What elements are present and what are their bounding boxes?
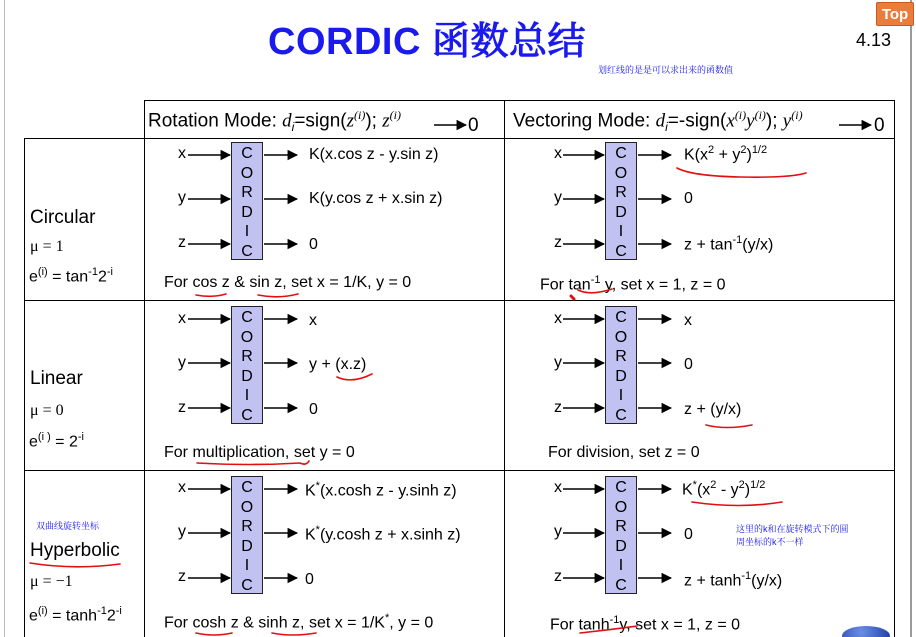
cordic-block: [605, 476, 637, 594]
input-y: y: [554, 354, 562, 371]
mu-linear: μ = 0: [30, 402, 64, 419]
output-z: $z + \tan^{-1}(y/x)$: [684, 234, 774, 254]
underline-cosh: [196, 633, 232, 635]
input-z: z: [178, 234, 186, 251]
input-z: z: [554, 399, 562, 416]
output-y: K*(y.cosh z + x.sinh z): [305, 524, 461, 544]
input-x: x: [178, 145, 186, 162]
underline-hyperbolic: [30, 563, 120, 567]
cordic-letter: I: [244, 223, 250, 240]
underline-cos-z: [196, 294, 226, 296]
output-x: x: [684, 312, 692, 329]
cordic-letter: D: [615, 203, 627, 221]
page-number: 4.13: [856, 30, 892, 50]
underline-sqrt-circular: [677, 168, 806, 177]
e-formula-linear: $e^{(i )} = 2^{-i}$: [29, 431, 84, 451]
input-x: x: [554, 479, 562, 496]
header-rotation-zero: 0: [468, 115, 479, 136]
cordic-letter: R: [241, 348, 253, 365]
output-z: 0: [305, 571, 314, 588]
mu-hyperbolic: μ = −1: [30, 573, 73, 590]
logo-globe-icon: [842, 626, 890, 637]
cordic-letter: O: [240, 498, 254, 516]
cordic-letter: O: [614, 328, 628, 346]
cordic-letter: C: [615, 242, 627, 260]
caption-linear-vectoring: For division, set z = 0: [548, 444, 700, 461]
cordic-letter: I: [244, 387, 250, 404]
e-formula-hyperbolic: $e^{(i)} = \tanh^{-1}2^{-i}$: [29, 605, 122, 625]
cordic-letter: O: [614, 498, 628, 516]
annotation-note-k-difference: 这里的k和在旋转模式下的圆周坐标的k不一样: [736, 524, 849, 547]
cordic-letter: C: [615, 309, 627, 326]
input-y: y: [554, 189, 562, 206]
underline-sinh: [272, 633, 316, 635]
annotation-note-hyperbolic: 双曲线旋转坐标: [36, 521, 100, 531]
input-z: z: [554, 234, 562, 251]
e-formula-circular: $e^{(i)} = \tan^{-1}2^{-i}$: [29, 266, 113, 286]
cordic-letter: C: [615, 479, 627, 496]
cordic-block: [605, 306, 637, 424]
underline-y-over-x: [706, 425, 752, 428]
slide-title: CORDIC 函数总结: [268, 21, 586, 63]
cordic-letter: R: [615, 518, 627, 535]
caption-linear-rotation: For multiplication, set y = 0: [164, 444, 355, 461]
caption-hyperbolic-vectoring: For $\tanh^{-1}y$, set x = 1, z = 0: [550, 614, 741, 634]
cordic-block: [605, 142, 637, 260]
cordic-letter: R: [615, 184, 627, 201]
output-x: $K^*(x^2 - y^2)^{1/2}$: [682, 479, 766, 499]
top-button[interactable]: Top: [876, 2, 914, 26]
cordic-letter: R: [615, 348, 627, 365]
cordic-block: [231, 306, 263, 424]
row-label-hyperbolic: Hyperbolic: [30, 540, 120, 561]
input-y: y: [178, 354, 186, 371]
caption-hyperbolic-rotation: For cosh z & sinh z, set x = 1/K*, y = 0: [164, 612, 434, 632]
cordic-letter: C: [241, 145, 253, 162]
input-z: z: [554, 568, 562, 585]
underline-sin-z: [258, 294, 298, 297]
cordic-letter: D: [615, 367, 627, 385]
input-z: z: [178, 568, 186, 585]
input-x: x: [178, 479, 186, 496]
input-y: y: [178, 523, 186, 540]
row-label-linear: Linear: [30, 368, 83, 389]
output-z: 0: [309, 401, 318, 418]
output-z: $z + \tanh^{-1}(y/x)$: [684, 570, 783, 590]
underline-sqrt-hyperbolic: [692, 502, 782, 506]
caption-circular-rotation: For cos z & sin z, set x = 1/K, y = 0: [164, 274, 412, 291]
header-vectoring-zero: 0: [874, 115, 885, 136]
input-z: z: [178, 399, 186, 416]
underline-x-z: [337, 374, 372, 380]
cordic-block: [231, 476, 263, 594]
annotation-note-top: 划红线的是是可以求出来的函数值: [598, 65, 734, 75]
cordic-letter: D: [241, 367, 253, 385]
output-x: x: [309, 312, 317, 329]
caption-circular-vectoring: For $\tan^{-1} y$, set x = 1, z = 0: [540, 274, 726, 294]
underline-atan-dot: [571, 296, 574, 299]
cordic-letter: O: [240, 164, 254, 182]
cordic-letter: C: [241, 242, 253, 260]
row-label-circular: Circular: [30, 207, 96, 228]
cordic-letter: C: [615, 406, 627, 424]
cordic-letter: C: [241, 576, 253, 594]
output-z: z + (y/x): [684, 401, 742, 418]
cordic-block: [231, 142, 263, 260]
cordic-letter: O: [240, 328, 254, 346]
cordic-letter: D: [615, 537, 627, 555]
cordic-letter: I: [618, 557, 624, 574]
output-y: K(y.cos z + x.sin z): [309, 190, 443, 207]
cordic-letter: I: [244, 557, 250, 574]
input-y: y: [554, 523, 562, 540]
cordic-letter: C: [615, 576, 627, 594]
output-y: 0: [684, 356, 693, 373]
input-x: x: [178, 310, 186, 327]
header-rotation-mode: Rotation Mode: $d_i=sign(z^{(i)})$; $z^{(i)}$: [148, 108, 401, 135]
output-x: K*(x.cosh z - y.sinh z): [305, 480, 457, 500]
input-x: x: [554, 145, 562, 162]
cordic-letter: O: [614, 164, 628, 182]
cordic-letter: R: [241, 184, 253, 201]
output-y: y + (x.z): [309, 356, 367, 373]
cordic-letter: C: [241, 406, 253, 424]
window-scrollbar[interactable]: [910, 0, 912, 637]
output-y: 0: [684, 190, 693, 207]
output-x: $K(x^2 + y^2)^{1/2}$: [684, 144, 768, 164]
cordic-letter: C: [241, 479, 253, 496]
cordic-letter: D: [241, 537, 253, 555]
cordic-letter: I: [618, 223, 624, 240]
input-y: y: [178, 189, 186, 206]
cordic-letter: C: [615, 145, 627, 162]
cordic-letter: R: [241, 518, 253, 535]
output-x: K(x.cos z - y.sin z): [309, 146, 439, 163]
mu-circular: μ = 1: [30, 238, 64, 255]
cordic-letter: I: [618, 387, 624, 404]
output-y: 0: [684, 526, 693, 543]
slide-left-border: [4, 0, 5, 637]
output-z: 0: [309, 236, 318, 253]
cordic-letter: C: [241, 309, 253, 326]
input-x: x: [554, 310, 562, 327]
cordic-letter: D: [241, 203, 253, 221]
header-vectoring-mode: Vectoring Mode: $d_i=-sign(x^{(i)}y^{(i)})$; $y^{(i)}$: [513, 108, 803, 135]
